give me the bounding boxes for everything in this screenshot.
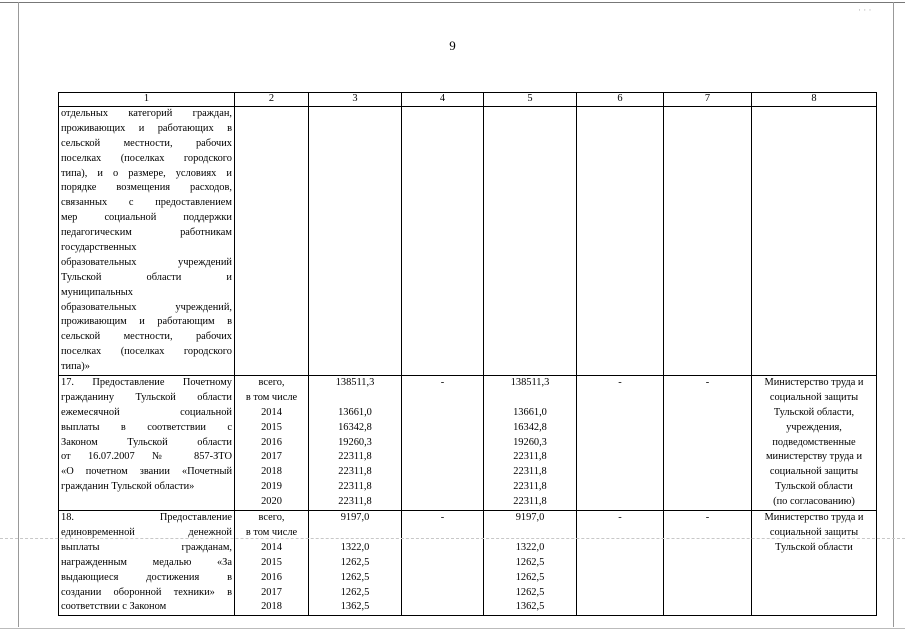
cell-line: выплаты гражданам, <box>61 541 232 553</box>
cell-line: 22311,8 <box>338 451 372 463</box>
other-sources-cell <box>664 376 752 511</box>
measure-name-cell <box>59 511 235 616</box>
cell-line: (по согласованию) <box>773 496 855 508</box>
table-row <box>59 376 877 511</box>
cell-line: - <box>705 512 710 524</box>
cell-line: соответствии с Законом <box>61 601 167 613</box>
cell-line: 1262,5 <box>340 571 370 583</box>
federal-budget-cell <box>402 107 484 376</box>
cell-line: министерству труда и <box>765 451 863 463</box>
cell-line: 16342,8 <box>338 421 372 433</box>
cell-line: 22311,8 <box>513 466 547 478</box>
cell-line: 2014 <box>261 406 282 418</box>
cell-line: педагогическим работникам <box>61 227 232 239</box>
cell-line: создании оборонной техники» в <box>61 586 232 598</box>
cell-line: 1262,5 <box>340 586 370 598</box>
period-cell <box>235 107 309 376</box>
period-cell <box>235 376 309 511</box>
cell-line: выплаты в соответствии с <box>61 421 232 433</box>
cell-line: 2018 <box>261 466 282 478</box>
cell-line: Тульской области и <box>61 271 232 283</box>
cell-line <box>311 391 399 406</box>
municipal-budget-cell <box>577 107 664 376</box>
executor-cell <box>752 107 877 376</box>
cell-line: государственных <box>61 242 137 254</box>
municipal-budget-cell <box>577 511 664 616</box>
cell-line: гражданин Тульской области» <box>61 481 195 493</box>
cell-line: 9197,0 <box>515 512 545 524</box>
cell-line: 1322,0 <box>340 541 370 553</box>
cell-line: 138511,3 <box>335 377 375 389</box>
cell-line: Тульской области <box>775 541 853 553</box>
cell-line: 2018 <box>261 601 282 613</box>
measure-name-cell <box>59 376 235 511</box>
cell-line: 19260,3 <box>513 436 547 448</box>
federal-budget-cell <box>402 511 484 616</box>
table-header-row <box>59 93 877 107</box>
cell-line: 13661,0 <box>338 406 372 418</box>
scan-mark: · · · <box>858 5 872 15</box>
cell-line: 2020 <box>261 496 282 508</box>
cell-line: поселках (поселках городского <box>61 346 232 358</box>
cell-line: 13661,0 <box>513 406 547 418</box>
period-cell <box>235 511 309 616</box>
cell-line: 1262,5 <box>515 586 545 598</box>
cell-line: - <box>618 512 622 524</box>
cell-line: 2017 <box>261 451 282 463</box>
cell-line: Министерство труда и <box>764 512 864 524</box>
page-edge-top <box>0 2 905 3</box>
page-edge-right <box>893 2 894 627</box>
cell-line: проживающих и работающих в <box>61 122 232 134</box>
document-table-wrapper <box>58 92 877 613</box>
cell-line: сельской местности, рабочих <box>61 331 232 343</box>
cell-line: 18. Предоставление <box>61 512 232 524</box>
cell-line: социальной защиты <box>769 391 859 403</box>
cell-line: 1262,5 <box>515 556 545 568</box>
cell-line: 22311,8 <box>338 496 372 508</box>
cell-line: мер социальной поддержки <box>61 212 232 224</box>
table-row <box>59 511 877 616</box>
cell-line: в том числе <box>245 526 298 538</box>
cell-line: гражданину Тульской области <box>61 391 232 403</box>
cell-line: образовательных учреждений, <box>61 301 232 313</box>
header-cell: 1 <box>59 93 235 107</box>
cell-line: связанных с предоставлением <box>61 197 232 209</box>
other-sources-cell <box>664 511 752 616</box>
cell-line: 1262,5 <box>340 556 370 568</box>
total-amount-cell <box>309 511 402 616</box>
cell-line: Министерство труда и <box>764 377 864 389</box>
cell-line: награжденным медалью «За <box>61 556 232 568</box>
cell-line: 16342,8 <box>513 421 547 433</box>
page-number: 9 <box>449 38 456 53</box>
cell-line: социальной защиты <box>769 526 859 538</box>
cell-line: 22311,8 <box>513 496 547 508</box>
cell-line: всего, <box>258 512 285 524</box>
cell-line: - <box>618 377 622 389</box>
table-row <box>59 107 877 376</box>
cell-line: ежемесячной социальной <box>61 406 232 418</box>
total-amount-cell <box>309 107 402 376</box>
cell-line: проживающим и работающим в <box>61 316 232 328</box>
cell-line: - <box>705 377 710 389</box>
cell-line: 22311,8 <box>513 451 547 463</box>
cell-line: типа), и о размере, условиях и <box>61 167 232 179</box>
cell-line: отдельных категорий граждан, <box>61 108 232 119</box>
header-cell: 5 <box>484 93 577 107</box>
cell-line: от 16.07.2007 № 857-ЗТО <box>61 451 232 463</box>
header-cell: 7 <box>664 93 752 107</box>
cell-line: поселках (поселках городского <box>61 152 232 164</box>
cell-line: 22311,8 <box>338 481 372 493</box>
cell-line: в том числе <box>245 391 298 403</box>
cell-line: сельской местности, рабочих <box>61 137 232 149</box>
cell-line: 2019 <box>261 481 282 493</box>
cell-line: 22311,8 <box>513 481 547 493</box>
cell-line: - <box>440 512 445 524</box>
cell-line: 9197,0 <box>340 512 370 524</box>
cell-line: муниципальных <box>61 286 133 298</box>
federal-budget-cell <box>402 376 484 511</box>
cell-line: 1262,5 <box>515 571 545 583</box>
cell-line: - <box>440 377 445 389</box>
cell-line: порядке возмещения расходов, <box>61 182 232 194</box>
cell-line: 138511,3 <box>510 377 550 389</box>
cell-line: 2016 <box>261 571 282 583</box>
cell-line: 1362,5 <box>340 601 370 613</box>
executor-cell <box>752 511 877 616</box>
header-cell: 4 <box>402 93 484 107</box>
cell-line: Тульской области, <box>773 406 855 418</box>
page-edge-left <box>18 2 19 627</box>
table-body <box>59 107 877 616</box>
header-cell: 6 <box>577 93 664 107</box>
cell-line: 2015 <box>261 556 282 568</box>
page-edge-bottom <box>0 628 905 629</box>
cell-line: 2015 <box>261 421 282 433</box>
cell-line <box>486 391 574 406</box>
regional-budget-cell <box>484 511 577 616</box>
scan-artifact-line <box>0 538 905 539</box>
cell-line: 17. Предоставление Почетному <box>61 377 232 389</box>
cell-line: 2016 <box>261 436 282 448</box>
cell-line: «О почетном звании «Почетный <box>61 466 232 478</box>
header-cell: 3 <box>309 93 402 107</box>
cell-line: единовременной денежной <box>61 526 232 538</box>
regional-budget-cell <box>484 376 577 511</box>
cell-line: учреждения, <box>786 421 842 433</box>
cell-line: 19260,3 <box>338 436 372 448</box>
cell-line: Тульской области <box>775 481 853 493</box>
cell-line: 2017 <box>261 586 282 598</box>
executor-cell <box>752 376 877 511</box>
cell-line: 1362,5 <box>515 601 545 613</box>
municipal-budget-cell <box>577 376 664 511</box>
cell-line: 1322,0 <box>515 541 545 553</box>
cell-line: всего, <box>258 377 285 389</box>
cell-line: выдающиеся достижения в <box>61 571 232 583</box>
header-cell: 2 <box>235 93 309 107</box>
regional-budget-cell <box>484 107 577 376</box>
cell-line: типа)» <box>61 361 90 373</box>
cell-line: 2014 <box>261 541 282 553</box>
measure-name-cell <box>59 107 235 376</box>
total-amount-cell <box>309 376 402 511</box>
cell-line: образовательных учреждений <box>61 256 232 268</box>
cell-line: 22311,8 <box>338 466 372 478</box>
cell-line: Законом Тульской области <box>61 436 232 448</box>
header-cell: 8 <box>752 93 877 107</box>
other-sources-cell <box>664 107 752 376</box>
cell-line: подведомственные <box>772 436 856 448</box>
cell-line: социальной защиты <box>769 466 859 478</box>
